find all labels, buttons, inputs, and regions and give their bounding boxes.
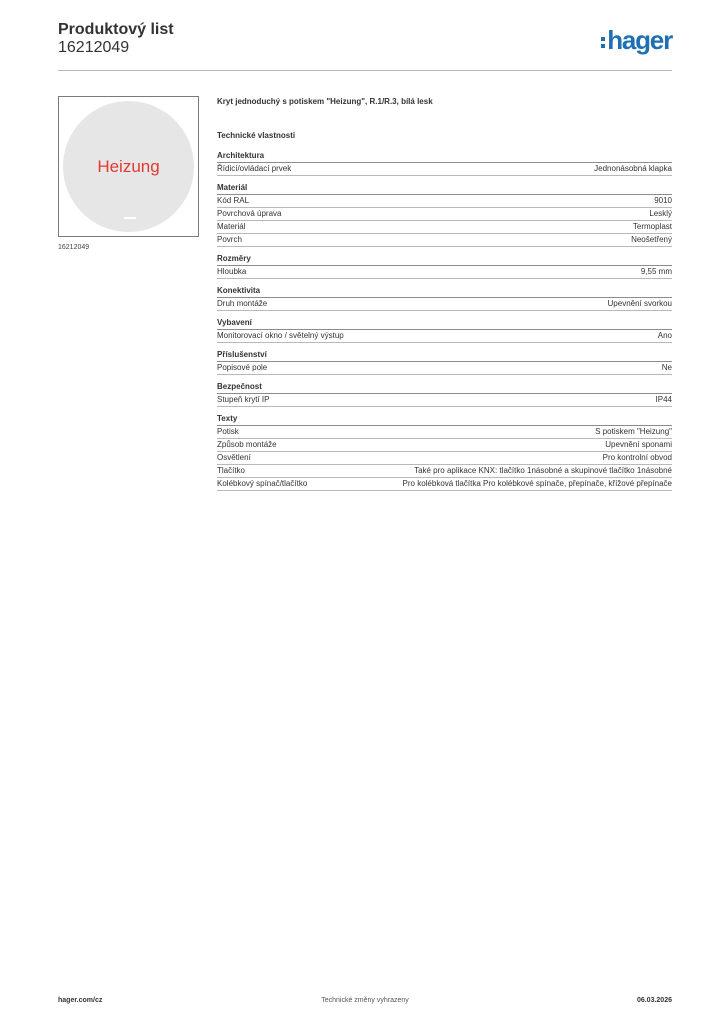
spec-section (217, 349, 672, 375)
spec-value: Pro kontrolní obvod (602, 453, 672, 462)
spec-row (217, 478, 672, 491)
logo-dots-icon (601, 37, 605, 48)
spec-value: Pro kolébková tlačítka Pro kolébkové spínače, přepínače, křížové přepínače (402, 479, 672, 488)
spec-value: Termoplast (632, 222, 672, 231)
spec-label: Monitorovací okno / světelný výstup (217, 331, 344, 340)
section-title: Příslušenství (217, 349, 672, 362)
spec-row (217, 298, 672, 311)
product-print-text: Heizung (97, 157, 160, 176)
spec-value: Lesklý (649, 209, 672, 218)
spec-value: S potiskem "Heizung" (595, 427, 672, 436)
spec-label: Hloubka (217, 267, 247, 276)
spec-value: Ne (661, 363, 672, 372)
spec-label: Řídicí/ovládací prvek (217, 164, 292, 173)
spec-section (217, 150, 672, 176)
spec-row (217, 221, 672, 234)
spec-row (217, 195, 672, 208)
section-title: Rozměry (217, 253, 672, 266)
header-divider (58, 70, 672, 71)
page-header (58, 21, 672, 69)
technical-properties-heading: Technické vlastnosti (217, 131, 296, 140)
spec-section (217, 381, 672, 407)
spec-value: Také pro aplikace KNX: tlačítko 1násobné a skupinové tlačítko 1násobné (414, 466, 672, 475)
spec-row (217, 163, 672, 176)
section-title: Architektura (217, 150, 672, 163)
spec-label: Popisové pole (217, 363, 268, 372)
spec-row (217, 330, 672, 343)
spec-value: Upevnění sponami (605, 440, 672, 449)
section-title: Texty (217, 413, 672, 426)
section-title: Vybavení (217, 317, 672, 330)
footer-website: hager.com/cz (58, 997, 103, 1004)
spec-row (217, 208, 672, 221)
light-window-icon (124, 217, 136, 219)
spec-label: Potisk (217, 427, 239, 436)
spec-content (217, 96, 672, 491)
spec-row (217, 394, 672, 407)
product-cover-graphic (63, 101, 194, 232)
spec-row (217, 362, 672, 375)
page-footer (58, 997, 672, 1011)
spec-row (217, 452, 672, 465)
hager-logo (601, 25, 672, 55)
spec-row (217, 439, 672, 452)
spec-value: 9010 (654, 196, 672, 205)
spec-label: Způsob montáže (217, 440, 277, 449)
product-image (58, 96, 199, 237)
spec-section (217, 285, 672, 311)
product-number: 16212049 (58, 39, 130, 56)
footer-notice: Technické změny vyhrazeny (321, 997, 409, 1004)
spec-value: Upevnění svorkou (607, 299, 672, 308)
spec-label: Osvětlení (217, 453, 251, 462)
spec-label: Povrch (217, 235, 242, 244)
spec-section (217, 413, 672, 491)
image-caption: 16212049 (58, 244, 90, 251)
spec-value: Jednonásobná klapka (594, 164, 672, 173)
section-title: Bezpečnost (217, 381, 672, 394)
spec-row (217, 266, 672, 279)
spec-value: IP44 (655, 395, 672, 404)
spec-value: Neošetřený (631, 235, 672, 244)
spec-row (217, 426, 672, 439)
spec-label: Tlačítko (217, 466, 246, 475)
spec-label: Materiál (217, 222, 246, 231)
document-title: Produktový list (58, 21, 174, 38)
section-title: Konektivita (217, 285, 672, 298)
product-title: Kryt jednoduchý s potiskem "Heizung", R.1/R.3, bílá lesk (217, 97, 433, 106)
spec-value: Ano (657, 331, 672, 340)
spec-label: Druh montáže (217, 299, 268, 308)
spec-row (217, 234, 672, 247)
spec-section (217, 253, 672, 279)
spec-section (217, 317, 672, 343)
spec-label: Povrchová úprava (217, 209, 282, 218)
footer-date: 06.03.2026 (636, 997, 672, 1004)
spec-label: Kód RAL (217, 196, 250, 205)
spec-value: 9,55 mm (640, 267, 672, 276)
spec-sections (217, 150, 672, 491)
spec-row (217, 465, 672, 478)
spec-section (217, 182, 672, 247)
spec-label: Stupeň krytí IP (217, 395, 270, 404)
spec-label: Kolébkový spínač/tlačítko (217, 479, 308, 488)
section-title: Materiál (217, 182, 672, 195)
logo-text: hager (607, 24, 672, 55)
